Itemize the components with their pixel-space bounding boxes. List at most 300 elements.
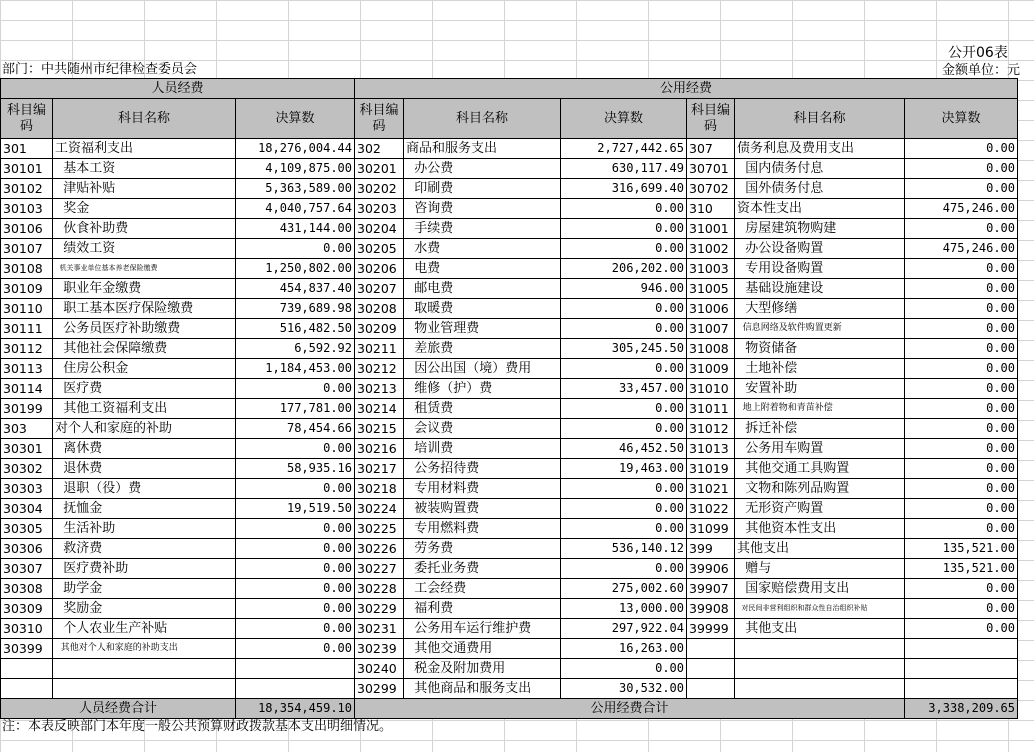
amount-cell[interactable]: 0.00 — [905, 219, 1018, 239]
table-row — [1, 479, 1018, 499]
table-row — [1, 399, 1018, 419]
subject-code-cell[interactable]: 30216 — [355, 439, 404, 459]
subject-name-cell[interactable]: 其他对个人和家庭的补助支出 — [53, 639, 236, 659]
subject-code-cell[interactable]: 301 — [1, 139, 53, 159]
amount-cell[interactable]: 0.00 — [905, 159, 1018, 179]
subject-code-cell[interactable]: 303 — [1, 419, 53, 439]
table-row — [1, 439, 1018, 459]
subject-name-cell[interactable]: 租赁费 — [404, 399, 561, 419]
amount-cell[interactable]: 0.00 — [236, 599, 355, 619]
amount-cell[interactable]: 536,140.12 — [561, 539, 687, 559]
subject-code-cell[interactable] — [687, 639, 735, 659]
subject-name-cell[interactable]: 无形资产购置 — [735, 499, 905, 519]
subject-code-cell[interactable]: 30199 — [1, 399, 53, 419]
table-row — [1, 139, 1018, 159]
subject-name-cell[interactable]: 债务利息及费用支出 — [735, 139, 905, 159]
subject-code-cell[interactable]: 30102 — [1, 179, 53, 199]
amount-cell[interactable]: 177,781.00 — [236, 399, 355, 419]
subject-name-cell[interactable]: 税金及附加费用 — [404, 659, 561, 679]
subject-code-cell[interactable]: 31002 — [687, 239, 735, 259]
amount-cell[interactable]: 0.00 — [561, 199, 687, 219]
subject-name-cell[interactable]: 专用设备购置 — [735, 259, 905, 279]
amount-cell[interactable]: 0.00 — [561, 299, 687, 319]
footnote: 注：本表反映部门本年度一般公共预算财政拨款基本支出明细情况。 — [2, 719, 393, 734]
amount-cell[interactable]: 0.00 — [905, 579, 1018, 599]
amount-cell[interactable]: 0.00 — [236, 579, 355, 599]
subject-name-cell[interactable]: 国家赔偿费用支出 — [735, 579, 905, 599]
subject-code-cell[interactable]: 310 — [687, 199, 735, 219]
subject-name-cell[interactable] — [53, 659, 236, 679]
amount-cell[interactable]: 0.00 — [561, 219, 687, 239]
amount-cell[interactable]: 16,263.00 — [561, 639, 687, 659]
subject-code-cell[interactable]: 30109 — [1, 279, 53, 299]
subject-code-cell[interactable]: 30305 — [1, 519, 53, 539]
amount-column-header: 决算数 — [905, 99, 1018, 139]
subject-code-cell[interactable]: 31007 — [687, 319, 735, 339]
amount-cell[interactable]: 6,592.92 — [236, 339, 355, 359]
subject-code-cell[interactable]: 31008 — [687, 339, 735, 359]
subject-code-cell[interactable]: 31011 — [687, 399, 735, 419]
amount-cell[interactable]: 0.00 — [561, 559, 687, 579]
amount-cell[interactable]: 305,245.50 — [561, 339, 687, 359]
subject-code-cell[interactable] — [1, 659, 53, 679]
amount-cell[interactable]: 0.00 — [561, 659, 687, 679]
personnel-total-label: 人员经费合计 — [1, 699, 236, 719]
amount-cell[interactable]: 0.00 — [236, 479, 355, 499]
subject-code-cell[interactable]: 30214 — [355, 399, 404, 419]
subject-name-cell[interactable]: 福利费 — [404, 599, 561, 619]
amount-cell[interactable]: 0.00 — [905, 479, 1018, 499]
amount-cell[interactable]: 135,521.00 — [905, 539, 1018, 559]
subject-code-cell[interactable]: 31001 — [687, 219, 735, 239]
subject-name-cell[interactable]: 公务用车购置 — [735, 439, 905, 459]
subject-code-cell[interactable]: 307 — [687, 139, 735, 159]
subject-code-cell[interactable]: 30201 — [355, 159, 404, 179]
subject-code-cell[interactable]: 31099 — [687, 519, 735, 539]
subject-code-cell[interactable]: 30229 — [355, 599, 404, 619]
subject-name-cell[interactable]: 公务员医疗补助缴费 — [53, 319, 236, 339]
amount-cell[interactable] — [236, 659, 355, 679]
subject-code-cell[interactable]: 31022 — [687, 499, 735, 519]
amount-cell[interactable]: 739,689.98 — [236, 299, 355, 319]
amount-cell[interactable]: 0.00 — [905, 259, 1018, 279]
subject-code-cell[interactable]: 30203 — [355, 199, 404, 219]
subject-code-cell[interactable]: 30299 — [355, 679, 404, 699]
table-row — [1, 219, 1018, 239]
subject-code-cell[interactable]: 30399 — [1, 639, 53, 659]
name-column-header: 科目名称 — [404, 99, 561, 139]
amount-cell[interactable]: 0.00 — [905, 339, 1018, 359]
amount-cell[interactable]: 0.00 — [905, 519, 1018, 539]
expenditure-detail-table — [0, 78, 1018, 719]
subject-name-cell[interactable]: 机关事业单位基本养老保险缴费 — [53, 259, 236, 279]
amount-cell[interactable]: 206,202.00 — [561, 259, 687, 279]
subject-code-cell[interactable]: 31005 — [687, 279, 735, 299]
amount-cell[interactable]: 0.00 — [905, 359, 1018, 379]
amount-cell[interactable]: 0.00 — [236, 239, 355, 259]
amount-cell[interactable]: 316,699.40 — [561, 179, 687, 199]
subject-name-cell[interactable]: 土地补偿 — [735, 359, 905, 379]
amount-cell[interactable]: 13,000.00 — [561, 599, 687, 619]
subject-code-cell[interactable]: 30225 — [355, 519, 404, 539]
amount-cell[interactable]: 0.00 — [905, 399, 1018, 419]
amount-cell[interactable]: 0.00 — [905, 139, 1018, 159]
subject-name-cell[interactable]: 工资福利支出 — [53, 139, 236, 159]
subject-code-cell[interactable]: 30101 — [1, 159, 53, 179]
subject-code-cell[interactable]: 30306 — [1, 539, 53, 559]
public-total-label: 公用经费合计 — [355, 699, 905, 719]
subject-code-cell[interactable]: 30303 — [1, 479, 53, 499]
subject-name-cell[interactable]: 拆迁补偿 — [735, 419, 905, 439]
amount-cell[interactable]: 0.00 — [561, 419, 687, 439]
subject-code-cell[interactable]: 30113 — [1, 359, 53, 379]
amount-cell[interactable]: 297,922.04 — [561, 619, 687, 639]
subject-code-cell[interactable]: 30209 — [355, 319, 404, 339]
subject-name-cell[interactable]: 住房公积金 — [53, 359, 236, 379]
subject-code-cell[interactable]: 30207 — [355, 279, 404, 299]
subject-code-cell[interactable]: 30239 — [355, 639, 404, 659]
amount-cell[interactable]: 516,482.50 — [236, 319, 355, 339]
subject-name-cell[interactable]: 其他支出 — [735, 539, 905, 559]
subject-name-cell[interactable]: 地上附着物和青苗补偿 — [735, 399, 905, 419]
subject-name-cell[interactable]: 工会经费 — [404, 579, 561, 599]
amount-cell[interactable]: 0.00 — [561, 499, 687, 519]
subject-name-cell[interactable]: 绩效工资 — [53, 239, 236, 259]
subject-code-cell[interactable]: 399 — [687, 539, 735, 559]
subject-name-cell[interactable] — [735, 639, 905, 659]
subject-code-cell[interactable]: 31010 — [687, 379, 735, 399]
table-row — [1, 199, 1018, 219]
subject-code-cell[interactable]: 30202 — [355, 179, 404, 199]
amount-cell[interactable]: 630,117.49 — [561, 159, 687, 179]
subject-name-cell[interactable]: 救济费 — [53, 539, 236, 559]
subject-name-cell[interactable]: 退休费 — [53, 459, 236, 479]
amount-cell[interactable]: 19,463.00 — [561, 459, 687, 479]
subject-name-cell[interactable]: 专用燃料费 — [404, 519, 561, 539]
amount-cell[interactable]: 0.00 — [236, 639, 355, 659]
subject-code-cell[interactable]: 30302 — [1, 459, 53, 479]
table-row — [1, 159, 1018, 179]
subject-name-cell[interactable]: 安置补助 — [735, 379, 905, 399]
amount-cell[interactable]: 4,040,757.64 — [236, 199, 355, 219]
subject-code-cell[interactable]: 31012 — [687, 419, 735, 439]
table-row — [1, 539, 1018, 559]
subject-code-cell[interactable]: 30309 — [1, 599, 53, 619]
subject-name-cell[interactable]: 基础设施建设 — [735, 279, 905, 299]
table-row — [1, 299, 1018, 319]
subject-name-cell[interactable]: 委托业务费 — [404, 559, 561, 579]
table-row — [1, 459, 1018, 479]
table-row — [1, 579, 1018, 599]
amount-cell[interactable]: 946.00 — [561, 279, 687, 299]
table-row — [1, 659, 1018, 679]
subject-name-cell[interactable]: 国外债务付息 — [735, 179, 905, 199]
amount-cell[interactable]: 0.00 — [236, 539, 355, 559]
subject-name-cell[interactable]: 医疗费补助 — [53, 559, 236, 579]
table-row — [1, 359, 1018, 379]
amount-cell[interactable]: 0.00 — [905, 419, 1018, 439]
subject-name-cell[interactable]: 医疗费 — [53, 379, 236, 399]
subject-code-cell[interactable]: 30226 — [355, 539, 404, 559]
subject-code-cell[interactable]: 30218 — [355, 479, 404, 499]
amount-cell[interactable]: 4,109,875.00 — [236, 159, 355, 179]
subject-name-cell[interactable]: 劳务费 — [404, 539, 561, 559]
subject-code-cell[interactable]: 30301 — [1, 439, 53, 459]
subject-code-cell[interactable]: 30112 — [1, 339, 53, 359]
subject-code-cell[interactable]: 30227 — [355, 559, 404, 579]
subject-code-cell[interactable]: 30106 — [1, 219, 53, 239]
table-id-label: 公开06表 — [948, 45, 1008, 61]
subject-name-cell[interactable]: 国内债务付息 — [735, 159, 905, 179]
subject-code-cell[interactable]: 30110 — [1, 299, 53, 319]
subject-code-cell[interactable]: 30206 — [355, 259, 404, 279]
subject-name-cell[interactable]: 大型修缮 — [735, 299, 905, 319]
amount-cell[interactable]: 0.00 — [905, 179, 1018, 199]
subject-name-cell[interactable]: 其他资本性支出 — [735, 519, 905, 539]
subject-name-cell[interactable]: 个人农业生产补贴 — [53, 619, 236, 639]
subject-code-cell[interactable]: 31013 — [687, 439, 735, 459]
table-row — [1, 379, 1018, 399]
subject-code-cell[interactable]: 39907 — [687, 579, 735, 599]
amount-unit-label: 金额单位：元 — [942, 63, 1021, 78]
subject-code-cell[interactable]: 39906 — [687, 559, 735, 579]
amount-cell[interactable]: 0.00 — [905, 319, 1018, 339]
subject-name-cell[interactable]: 对民间非营利组织和群众性自治组织补贴 — [735, 599, 905, 619]
table-row — [1, 519, 1018, 539]
subject-code-cell[interactable]: 30107 — [1, 239, 53, 259]
table-row — [1, 599, 1018, 619]
amount-cell[interactable] — [236, 679, 355, 699]
subject-code-cell[interactable]: 39999 — [687, 619, 735, 639]
subject-code-cell[interactable]: 31019 — [687, 459, 735, 479]
subject-name-cell[interactable]: 其他支出 — [735, 619, 905, 639]
amount-cell[interactable]: 454,837.40 — [236, 279, 355, 299]
subject-name-cell[interactable] — [735, 659, 905, 679]
subject-code-cell[interactable]: 30228 — [355, 579, 404, 599]
subject-code-cell[interactable]: 30111 — [1, 319, 53, 339]
amount-cell[interactable]: 135,521.00 — [905, 559, 1018, 579]
public-group-header: 公用经费 — [355, 79, 1018, 99]
amount-cell[interactable]: 0.00 — [905, 619, 1018, 639]
subject-name-cell[interactable]: 取暖费 — [404, 299, 561, 319]
subject-name-cell[interactable]: 水费 — [404, 239, 561, 259]
subject-code-cell[interactable]: 30211 — [355, 339, 404, 359]
subject-code-cell[interactable]: 31006 — [687, 299, 735, 319]
table-row — [1, 499, 1018, 519]
subject-name-cell[interactable]: 基本工资 — [53, 159, 236, 179]
subject-name-cell[interactable]: 抚恤金 — [53, 499, 236, 519]
subject-name-cell[interactable]: 其他商品和服务支出 — [404, 679, 561, 699]
table-row — [1, 619, 1018, 639]
subject-name-cell[interactable]: 公务招待费 — [404, 459, 561, 479]
table-row — [1, 419, 1018, 439]
subject-name-cell[interactable]: 差旅费 — [404, 339, 561, 359]
amount-cell[interactable]: 431,144.00 — [236, 219, 355, 239]
amount-cell[interactable]: 0.00 — [236, 559, 355, 579]
public-total-amount[interactable]: 3,338,209.65 — [905, 699, 1018, 719]
subject-name-cell[interactable]: 办公设备购置 — [735, 239, 905, 259]
amount-cell[interactable]: 0.00 — [236, 519, 355, 539]
amount-cell[interactable]: 0.00 — [905, 439, 1018, 459]
subject-code-cell[interactable]: 30215 — [355, 419, 404, 439]
subject-name-cell[interactable]: 其他交通费用 — [404, 639, 561, 659]
subject-name-cell[interactable]: 会议费 — [404, 419, 561, 439]
subject-name-cell[interactable]: 文物和陈列品购置 — [735, 479, 905, 499]
amount-cell[interactable]: 0.00 — [905, 279, 1018, 299]
subject-name-cell[interactable]: 手续费 — [404, 219, 561, 239]
amount-cell[interactable] — [905, 639, 1018, 659]
amount-cell[interactable]: 0.00 — [236, 619, 355, 639]
amount-cell[interactable]: 33,457.00 — [561, 379, 687, 399]
subject-name-cell[interactable]: 培训费 — [404, 439, 561, 459]
amount-cell[interactable]: 0.00 — [561, 519, 687, 539]
subject-code-cell[interactable]: 30310 — [1, 619, 53, 639]
amount-cell[interactable]: 2,727,442.65 — [561, 139, 687, 159]
amount-cell[interactable]: 5,363,589.00 — [236, 179, 355, 199]
amount-cell[interactable]: 1,184,453.00 — [236, 359, 355, 379]
amount-cell[interactable]: 0.00 — [905, 299, 1018, 319]
amount-cell[interactable]: 275,002.60 — [561, 579, 687, 599]
subject-name-cell[interactable]: 其他工资福利支出 — [53, 399, 236, 419]
code-column-header: 科目编码 — [355, 99, 404, 139]
subject-name-cell[interactable]: 物业管理费 — [404, 319, 561, 339]
subject-name-cell[interactable]: 奖金 — [53, 199, 236, 219]
subject-code-cell[interactable]: 31009 — [687, 359, 735, 379]
amount-cell[interactable]: 0.00 — [561, 319, 687, 339]
subject-name-cell[interactable]: 物资储备 — [735, 339, 905, 359]
table-body — [1, 139, 1018, 699]
amount-cell[interactable]: 475,246.00 — [905, 199, 1018, 219]
subject-name-cell[interactable]: 邮电费 — [404, 279, 561, 299]
amount-cell[interactable] — [905, 659, 1018, 679]
subject-code-cell[interactable]: 30212 — [355, 359, 404, 379]
subject-code-cell[interactable]: 39908 — [687, 599, 735, 619]
subject-code-cell[interactable]: 30701 — [687, 159, 735, 179]
subject-code-cell[interactable]: 30231 — [355, 619, 404, 639]
amount-column-header: 决算数 — [236, 99, 355, 139]
amount-cell[interactable]: 0.00 — [905, 599, 1018, 619]
amount-cell[interactable]: 0.00 — [905, 459, 1018, 479]
table-row — [1, 239, 1018, 259]
table-row — [1, 319, 1018, 339]
subject-code-cell[interactable]: 30204 — [355, 219, 404, 239]
subject-code-cell[interactable] — [687, 679, 735, 699]
subject-name-cell[interactable] — [53, 679, 236, 699]
subject-name-cell[interactable]: 助学金 — [53, 579, 236, 599]
amount-cell[interactable]: 0.00 — [236, 379, 355, 399]
amount-cell[interactable]: 18,276,004.44 — [236, 139, 355, 159]
subject-name-cell[interactable]: 职业年金缴费 — [53, 279, 236, 299]
table-row — [1, 339, 1018, 359]
table-row — [1, 559, 1018, 579]
subject-code-cell[interactable]: 30208 — [355, 299, 404, 319]
amount-cell[interactable]: 58,935.16 — [236, 459, 355, 479]
subject-code-cell[interactable] — [687, 659, 735, 679]
amount-cell[interactable]: 30,532.00 — [561, 679, 687, 699]
subject-name-cell[interactable]: 其他交通工具购置 — [735, 459, 905, 479]
subject-name-cell[interactable]: 退职（役）费 — [53, 479, 236, 499]
amount-cell[interactable]: 1,250,802.00 — [236, 259, 355, 279]
amount-cell[interactable]: 0.00 — [561, 399, 687, 419]
subject-name-cell[interactable]: 伙食补助费 — [53, 219, 236, 239]
subject-code-cell[interactable]: 31021 — [687, 479, 735, 499]
subject-name-cell[interactable]: 职工基本医疗保险缴费 — [53, 299, 236, 319]
subject-code-cell[interactable]: 30702 — [687, 179, 735, 199]
subject-code-cell[interactable]: 30224 — [355, 499, 404, 519]
amount-cell[interactable]: 475,246.00 — [905, 239, 1018, 259]
subject-name-cell[interactable]: 离休费 — [53, 439, 236, 459]
subject-name-cell[interactable] — [735, 679, 905, 699]
subject-code-cell[interactable]: 31003 — [687, 259, 735, 279]
personnel-total-amount[interactable]: 18,354,459.10 — [236, 699, 355, 719]
subject-name-cell[interactable]: 商品和服务支出 — [404, 139, 561, 159]
subject-code-cell[interactable]: 30240 — [355, 659, 404, 679]
subject-code-cell[interactable]: 30307 — [1, 559, 53, 579]
name-column-header: 科目名称 — [53, 99, 236, 139]
amount-cell[interactable]: 78,454.66 — [236, 419, 355, 439]
subject-name-cell[interactable]: 赠与 — [735, 559, 905, 579]
subject-name-cell[interactable]: 其他社会保障缴费 — [53, 339, 236, 359]
subject-code-cell[interactable]: 30114 — [1, 379, 53, 399]
department-label: 部门：中共随州市纪律检查委员会 — [2, 62, 198, 77]
subject-name-cell[interactable]: 信息网络及软件购置更新 — [735, 319, 905, 339]
table-row — [1, 279, 1018, 299]
table-row — [1, 639, 1018, 659]
amount-cell[interactable]: 0.00 — [905, 379, 1018, 399]
name-column-header: 科目名称 — [735, 99, 905, 139]
subject-name-cell[interactable]: 电费 — [404, 259, 561, 279]
amount-cell[interactable]: 0.00 — [236, 439, 355, 459]
subject-code-cell[interactable]: 30217 — [355, 459, 404, 479]
subject-name-cell[interactable]: 印刷费 — [404, 179, 561, 199]
amount-cell[interactable]: 0.00 — [905, 499, 1018, 519]
table-row — [1, 679, 1018, 699]
amount-cell[interactable]: 46,452.50 — [561, 439, 687, 459]
subject-name-cell[interactable]: 房屋建筑物购建 — [735, 219, 905, 239]
subject-name-cell[interactable]: 公务用车运行维护费 — [404, 619, 561, 639]
subject-name-cell[interactable]: 专用材料费 — [404, 479, 561, 499]
amount-cell[interactable]: 0.00 — [561, 479, 687, 499]
subject-name-cell[interactable]: 因公出国（境）费用 — [404, 359, 561, 379]
subject-code-cell[interactable]: 30304 — [1, 499, 53, 519]
subject-name-cell[interactable]: 被装购置费 — [404, 499, 561, 519]
subject-name-cell[interactable]: 资本性支出 — [735, 199, 905, 219]
subject-name-cell[interactable]: 对个人和家庭的补助 — [53, 419, 236, 439]
subject-code-cell[interactable]: 30205 — [355, 239, 404, 259]
table-row — [1, 259, 1018, 279]
amount-cell[interactable]: 0.00 — [561, 359, 687, 379]
code-column-header: 科目编码 — [1, 99, 53, 139]
subject-name-cell[interactable]: 维修（护）费 — [404, 379, 561, 399]
totals-row — [1, 699, 1018, 719]
code-column-header: 科目编码 — [687, 99, 735, 139]
amount-cell[interactable]: 19,519.50 — [236, 499, 355, 519]
subject-name-cell[interactable]: 津贴补贴 — [53, 179, 236, 199]
subject-code-cell[interactable]: 30308 — [1, 579, 53, 599]
subject-name-cell[interactable]: 生活补助 — [53, 519, 236, 539]
subject-name-cell[interactable]: 咨询费 — [404, 199, 561, 219]
amount-column-header: 决算数 — [561, 99, 687, 139]
amount-cell[interactable] — [905, 679, 1018, 699]
subject-code-cell[interactable] — [1, 679, 53, 699]
subject-code-cell[interactable]: 302 — [355, 139, 404, 159]
subject-code-cell[interactable]: 30213 — [355, 379, 404, 399]
amount-cell[interactable]: 0.00 — [561, 239, 687, 259]
subject-code-cell[interactable]: 30108 — [1, 259, 53, 279]
subject-name-cell[interactable]: 奖励金 — [53, 599, 236, 619]
subject-code-cell[interactable]: 30103 — [1, 199, 53, 219]
subject-name-cell[interactable]: 办公费 — [404, 159, 561, 179]
